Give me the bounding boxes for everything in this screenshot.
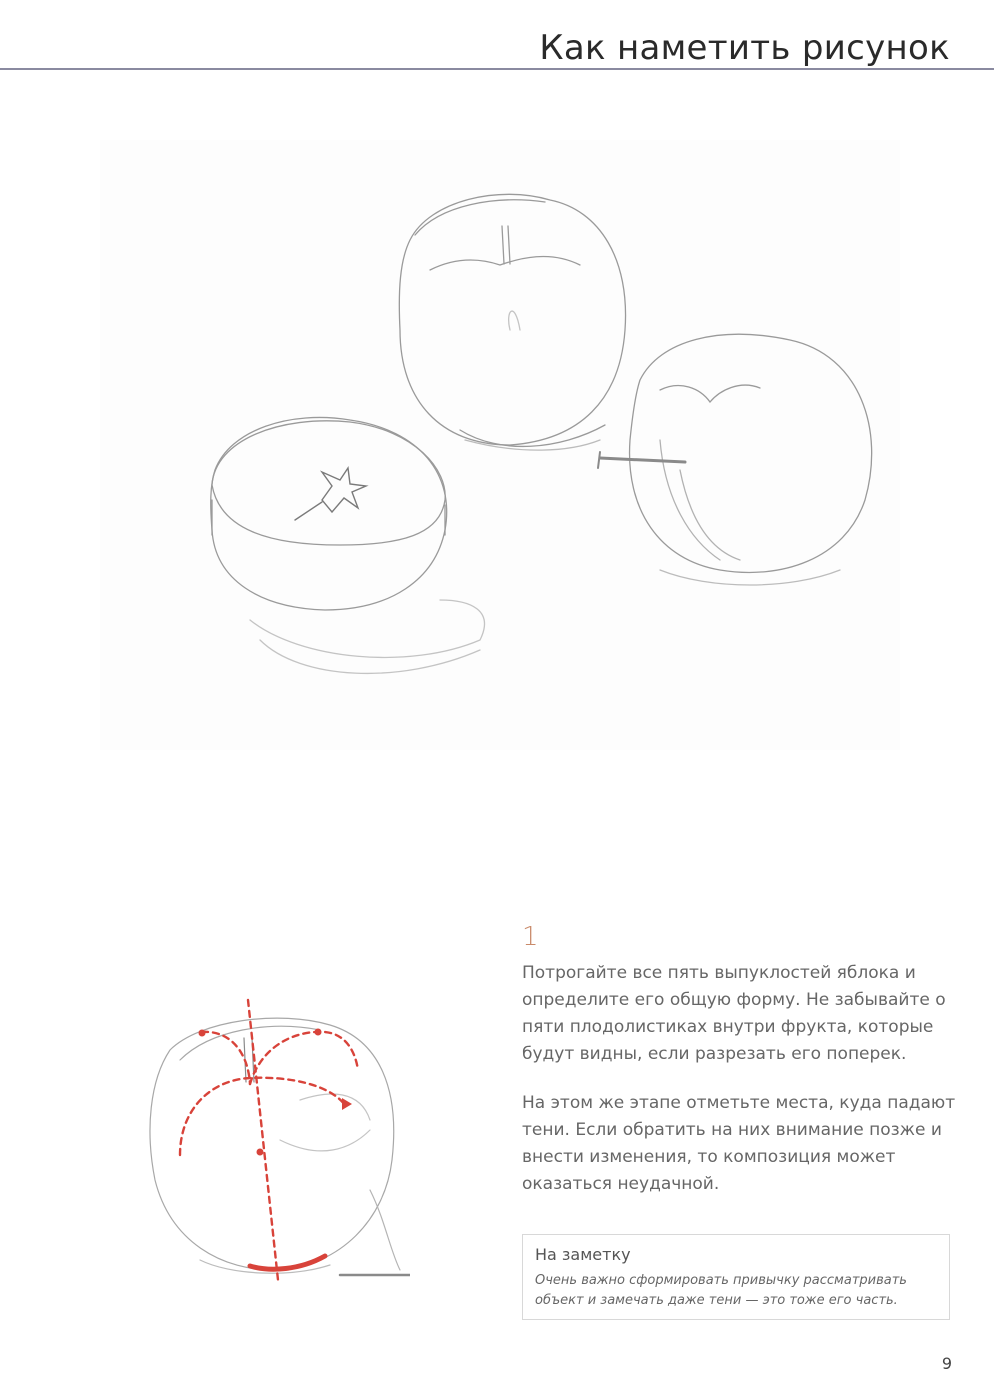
note-title: На заметку [535,1245,631,1264]
apples-sketch-illustration [100,140,900,750]
step-paragraph-1: Потрогайте все пять выпуклостей яблока и определите его общую форму. Не забывайте о пяти плодолистиках внутри фрукта, которые будут видны, если разрезать его поперек. [522,963,946,1064]
step-paragraph-2: На этом же этапе отметьте места, куда падают тени. Если обратить на них внимание позже и внести изменения, то композиция может оказаться неудачной. [522,1093,956,1194]
note-box [522,1234,950,1320]
page-title: Как наметить рисунок [539,28,950,68]
step-number: 1 [522,922,539,952]
header-divider [0,68,994,70]
page-number: 9 [941,1354,952,1373]
apple-guide-sketch-illustration [130,990,410,1290]
note-text: Очень важно сформировать привычку рассматривать объект и замечать даже тени — это тоже его часть. [535,1273,907,1308]
